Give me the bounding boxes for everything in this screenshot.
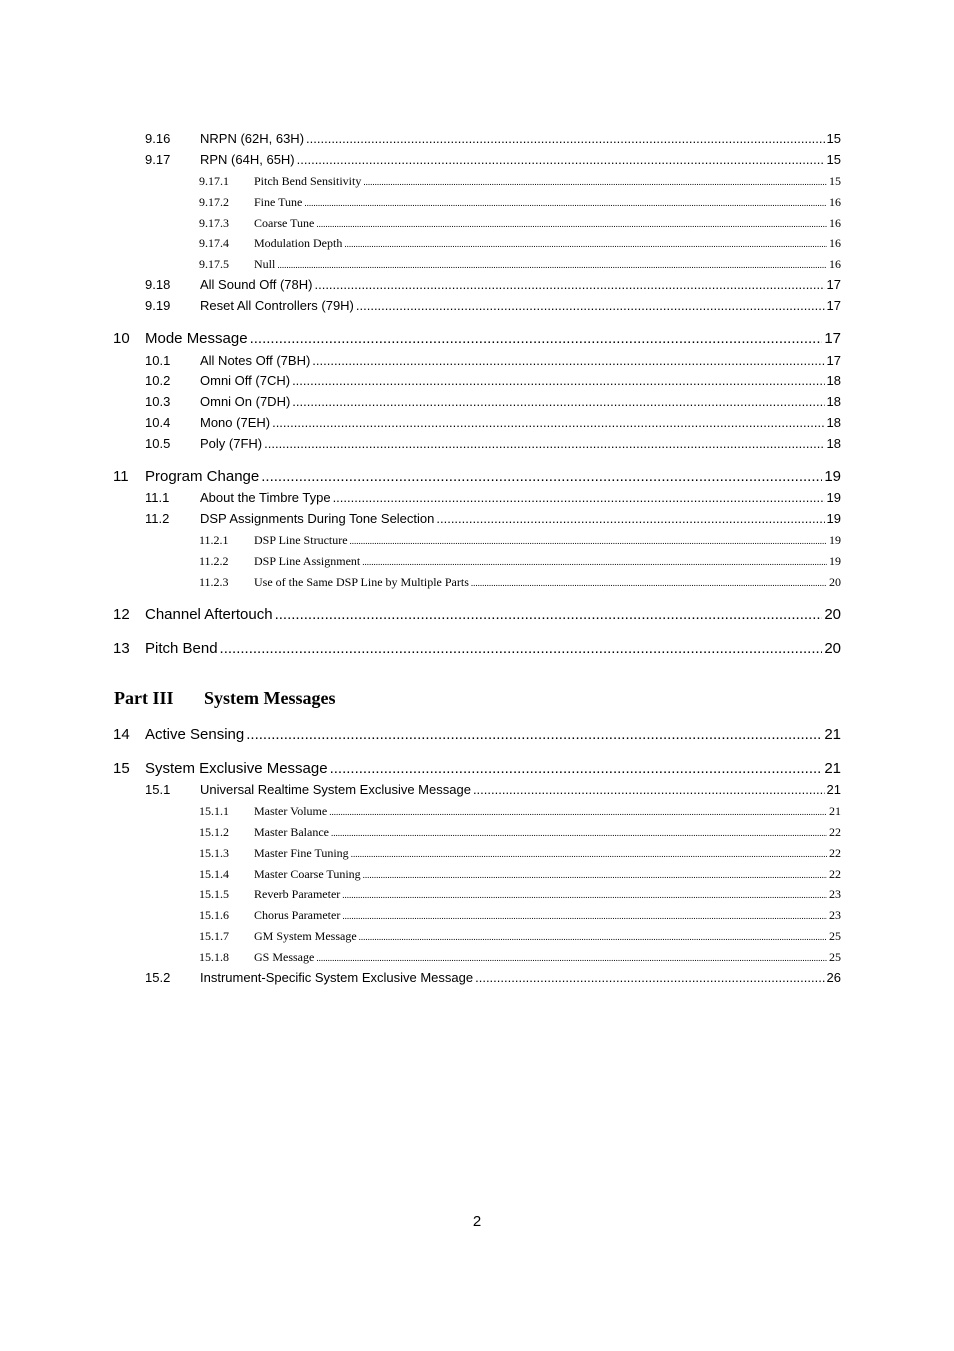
- toc-entry-title: Chorus Parameter: [254, 908, 341, 922]
- toc-entry-number: 15.1.2: [199, 825, 229, 839]
- toc-entry-number: 9.19: [145, 298, 171, 313]
- toc-entry[interactable]: [199, 236, 841, 251]
- dot-leader: [275, 606, 823, 623]
- toc-entry-number: 9.17.5: [199, 257, 229, 271]
- dot-leader: [292, 394, 824, 409]
- toc-entry-page: 18: [826, 394, 841, 409]
- toc-entry-number: 15.1.3: [199, 846, 229, 860]
- toc-entry-page: 18: [826, 415, 841, 430]
- toc-entry-page: 23: [829, 908, 841, 922]
- toc-entry-number: 11.2.3: [199, 575, 229, 589]
- toc-entry[interactable]: [199, 950, 841, 965]
- dot-leader: [342, 890, 827, 900]
- toc-entry-page: 26: [826, 970, 841, 985]
- toc-entry-title: Pitch Bend: [145, 640, 218, 657]
- toc-chapter-entry[interactable]: [113, 330, 841, 347]
- toc-entry[interactable]: [199, 174, 841, 189]
- toc-entry[interactable]: [145, 782, 841, 797]
- toc-entry-page: 15: [826, 152, 841, 167]
- toc-entry-title: Universal Realtime System Exclusive Message: [200, 782, 471, 797]
- dot-leader: [342, 911, 827, 921]
- dot-leader: [329, 807, 827, 817]
- toc-entry[interactable]: [199, 804, 841, 819]
- toc-chapter-entry[interactable]: [113, 760, 841, 777]
- toc-entry-page: 16: [829, 216, 841, 230]
- toc-entry-number: 9.18: [145, 277, 171, 292]
- toc-entry-number: 9.17.3: [199, 216, 229, 230]
- toc-entry[interactable]: [199, 216, 841, 231]
- toc-entry-title: GS Message: [254, 950, 315, 964]
- toc-entry-title: Null: [254, 257, 276, 271]
- toc-entry-page: 15: [826, 131, 841, 146]
- toc-entry-title: NRPN (62H, 63H): [200, 131, 305, 146]
- dot-leader: [363, 870, 827, 880]
- toc-entry-number: 13: [113, 640, 130, 657]
- toc-entry-page: 21: [824, 726, 841, 743]
- dot-leader: [363, 177, 827, 187]
- part-heading: [114, 688, 335, 709]
- toc-entry-number: 9.17: [145, 152, 171, 167]
- toc-entry-number: 10.1: [145, 353, 171, 368]
- toc-entry-page: 22: [829, 825, 841, 839]
- toc-entry-number: 10.4: [145, 415, 171, 430]
- toc-entry-title: DSP Line Structure: [254, 533, 348, 547]
- toc-entry-number: 10.2: [145, 373, 171, 388]
- toc-entry-number: 12: [113, 606, 130, 623]
- toc-entry[interactable]: [145, 353, 841, 368]
- dot-leader: [356, 298, 825, 313]
- toc-entry-page: 21: [824, 760, 841, 777]
- toc-entry-page: 21: [829, 804, 841, 818]
- toc-entry[interactable]: [199, 195, 841, 210]
- toc-entry[interactable]: [199, 867, 841, 882]
- toc-entry-page: 19: [826, 490, 841, 505]
- toc-entry-page: 22: [829, 846, 841, 860]
- toc-entry-title: Reset All Controllers (79H): [200, 298, 354, 313]
- dot-leader: [316, 219, 827, 229]
- dot-leader: [277, 260, 827, 270]
- toc-entry[interactable]: [145, 970, 841, 985]
- dot-leader: [246, 726, 822, 743]
- toc-entry-title: Mono (7EH): [200, 415, 271, 430]
- toc-chapter-entry[interactable]: [113, 640, 841, 657]
- dot-leader: [475, 970, 824, 985]
- toc-entry-title: Mode Message: [145, 330, 248, 347]
- toc-entry-page: 25: [829, 929, 841, 943]
- toc-entry[interactable]: [145, 511, 841, 526]
- toc-entry-page: 25: [829, 950, 841, 964]
- toc-entry-title: Omni Off (7CH): [200, 373, 291, 388]
- toc-entry-number: 15: [113, 760, 130, 777]
- toc-entry-page: 17: [826, 298, 841, 313]
- toc-entry-page: 15: [829, 174, 841, 188]
- toc-entry-number: 11.2.2: [199, 554, 229, 568]
- dot-leader: [471, 578, 827, 588]
- toc-entry-page: 21: [826, 782, 841, 797]
- dot-leader: [264, 436, 824, 451]
- toc-entry-title: Instrument-Specific System Exclusive Message: [200, 970, 474, 985]
- toc-entry-title: Master Volume: [254, 804, 328, 818]
- toc-entry-number: 9.16: [145, 131, 171, 146]
- toc-entry-title: Master Balance: [254, 825, 329, 839]
- toc-entry-title: DSP Line Assignment: [254, 554, 361, 568]
- toc-entry-page: 20: [824, 640, 841, 657]
- toc-entry-title: Master Fine Tuning: [254, 846, 349, 860]
- part-label: Part III: [114, 688, 174, 708]
- toc-entry-title: Master Coarse Tuning: [254, 867, 361, 881]
- toc-entry-number: 15.1.4: [199, 867, 229, 881]
- toc-entry-number: 15.1.5: [199, 887, 229, 901]
- toc-entry-number: 9.17.2: [199, 195, 229, 209]
- toc-entry-number: 11.2.1: [199, 533, 229, 547]
- toc-entry-title: All Sound Off (78H): [200, 277, 313, 292]
- toc-entry-number: 15.1.8: [199, 950, 229, 964]
- toc-entry-title: GM System Message: [254, 929, 357, 943]
- toc-entry-page: 18: [826, 373, 841, 388]
- toc-entry-page: 22: [829, 867, 841, 881]
- dot-leader: [304, 198, 827, 208]
- dot-leader: [261, 468, 822, 485]
- toc-entry-title: DSP Assignments During Tone Selection: [200, 511, 435, 526]
- dot-leader: [272, 415, 824, 430]
- dot-leader: [331, 828, 827, 838]
- toc-entry-number: 11.1: [145, 490, 170, 505]
- toc-entry-number: 15.2: [145, 970, 171, 985]
- toc-entry-page: 16: [829, 236, 841, 250]
- toc-entry-page: 23: [829, 887, 841, 901]
- toc-entry-title: Pitch Bend Sensitivity: [254, 174, 362, 188]
- toc-entry[interactable]: [145, 373, 841, 388]
- toc-entry-number: 15.1.7: [199, 929, 229, 943]
- dot-leader: [312, 353, 824, 368]
- toc-entry[interactable]: [199, 887, 841, 902]
- dot-leader: [350, 536, 827, 546]
- toc-entry-title: System Exclusive Message: [145, 760, 328, 777]
- toc-entry[interactable]: [199, 825, 841, 840]
- toc-entry[interactable]: [145, 415, 841, 430]
- toc-entry[interactable]: [199, 846, 841, 861]
- toc-entry[interactable]: [199, 533, 841, 548]
- toc-entry[interactable]: [145, 152, 841, 167]
- toc-entry[interactable]: [199, 908, 841, 923]
- toc-entry-title: About the Timbre Type: [200, 490, 331, 505]
- toc-entry-title: RPN (64H, 65H): [200, 152, 295, 167]
- dot-leader: [333, 490, 825, 505]
- dot-leader: [330, 760, 823, 777]
- toc-entry-title: Reverb Parameter: [254, 887, 341, 901]
- toc-entry-page: 18: [826, 436, 841, 451]
- toc-entry-title: All Notes Off (7BH): [200, 353, 311, 368]
- toc-entry-page: 16: [829, 257, 841, 271]
- dot-leader: [351, 849, 827, 859]
- toc-entry-title: Modulation Depth: [254, 236, 343, 250]
- toc-entry[interactable]: [145, 298, 841, 313]
- toc-entry-number: 9.17.1: [199, 174, 229, 188]
- toc-entry-number: 10: [113, 330, 130, 347]
- toc-entry[interactable]: [145, 436, 841, 451]
- toc-entry-number: 9.17.4: [199, 236, 229, 250]
- toc-entry-page: 17: [824, 330, 841, 347]
- dot-leader: [359, 932, 827, 942]
- toc-entry[interactable]: [199, 554, 841, 569]
- toc-chapter-entry[interactable]: [113, 606, 841, 623]
- dot-leader: [316, 953, 827, 963]
- part-title: System Messages: [204, 688, 336, 708]
- toc-entry-number: 10.5: [145, 436, 171, 451]
- dot-leader: [473, 782, 825, 797]
- toc-entry-page: 19: [829, 533, 841, 547]
- toc-entry-title: Program Change: [145, 468, 260, 485]
- toc-chapter-entry[interactable]: [113, 726, 841, 743]
- toc-entry-title: Active Sensing: [145, 726, 245, 743]
- dot-leader: [220, 640, 823, 657]
- dot-leader: [362, 557, 827, 567]
- toc-entry[interactable]: [145, 490, 841, 505]
- toc-entry-title: Fine Tune: [254, 195, 303, 209]
- dot-leader: [314, 277, 824, 292]
- dot-leader: [344, 239, 827, 249]
- dot-leader: [250, 330, 823, 347]
- toc-entry-page: 19: [829, 554, 841, 568]
- dot-leader: [436, 511, 824, 526]
- toc-entry-page: 17: [826, 277, 841, 292]
- toc-entry-number: 11: [113, 468, 129, 485]
- toc-entry-number: 14: [113, 726, 130, 743]
- toc-entry-title: Poly (7FH): [200, 436, 263, 451]
- toc-entry[interactable]: [145, 131, 841, 146]
- dot-leader: [292, 373, 824, 388]
- toc-entry-page: 16: [829, 195, 841, 209]
- toc-entry-number: 15.1.6: [199, 908, 229, 922]
- toc-entry-number: 15.1: [145, 782, 171, 797]
- toc-entry-title: Coarse Tune: [254, 216, 315, 230]
- toc-entry-page: 20: [829, 575, 841, 589]
- toc-entry-page: 19: [824, 468, 841, 485]
- toc-chapter-entry[interactable]: [113, 468, 841, 485]
- toc-entry-number: 11.2: [145, 511, 170, 526]
- toc-entry-title: Use of the Same DSP Line by Multiple Parts: [254, 575, 469, 589]
- dot-leader: [297, 152, 825, 167]
- toc-entry-number: 15.1.1: [199, 804, 229, 818]
- toc-entry-title: Channel Aftertouch: [145, 606, 273, 623]
- page-number: 2: [472, 1213, 482, 1230]
- toc-entry-page: 19: [826, 511, 841, 526]
- toc-entry-page: 17: [826, 353, 841, 368]
- toc-entry[interactable]: [199, 575, 841, 590]
- dot-leader: [306, 131, 825, 146]
- toc-entry[interactable]: [145, 394, 841, 409]
- toc-entry[interactable]: [199, 929, 841, 944]
- toc-entry[interactable]: [145, 277, 841, 292]
- toc-entry-title: Omni On (7DH): [200, 394, 291, 409]
- toc-entry-page: 20: [824, 606, 841, 623]
- toc-entry[interactable]: [199, 257, 841, 272]
- toc-entry-number: 10.3: [145, 394, 171, 409]
